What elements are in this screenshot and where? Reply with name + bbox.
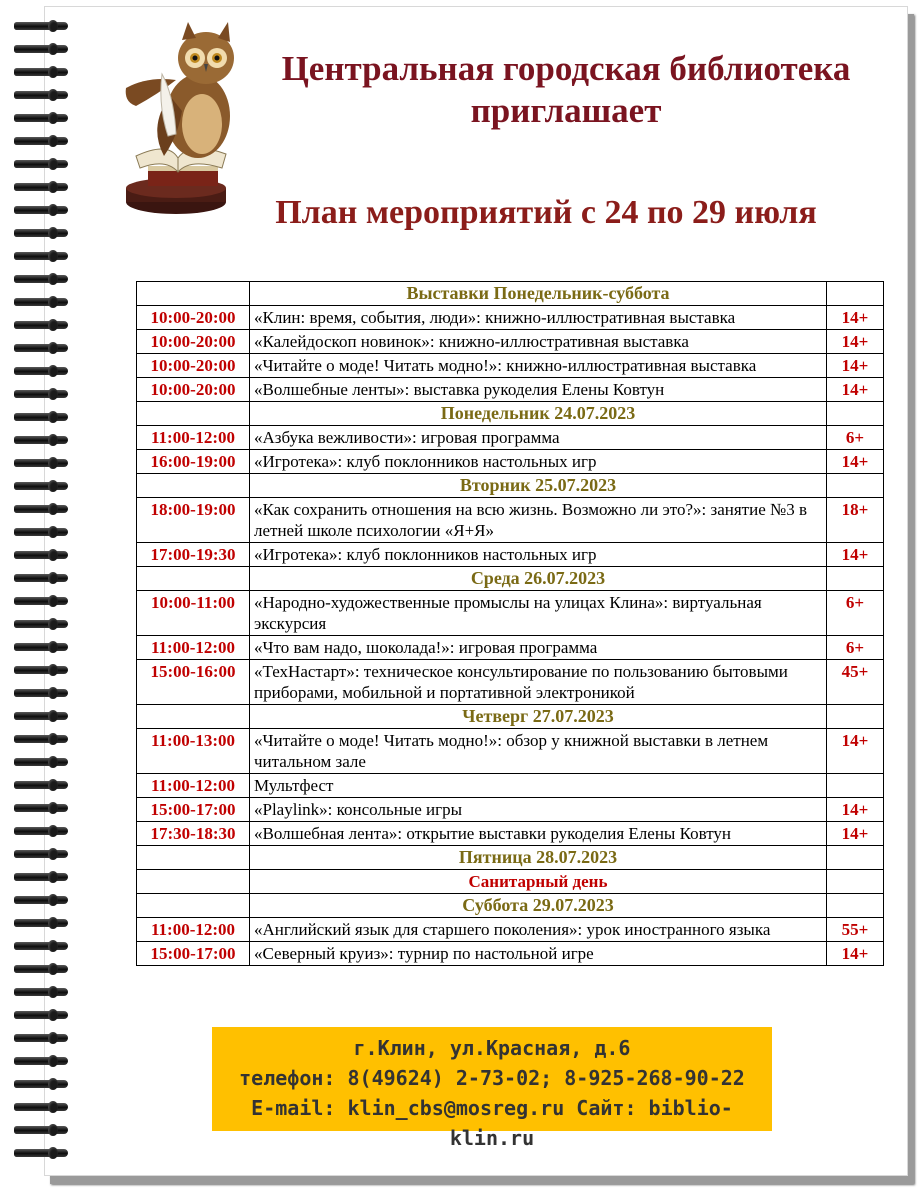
empty-cell xyxy=(137,402,250,426)
day-heading: Суббота 29.07.2023 xyxy=(250,894,827,918)
empty-cell xyxy=(827,474,884,498)
spiral-coil xyxy=(14,871,68,884)
spiral-coil xyxy=(14,20,68,33)
day-note-row xyxy=(137,870,884,894)
event-time: 11:00-13:00 xyxy=(137,729,250,774)
spiral-coil xyxy=(14,43,68,56)
event-age-rating: 45+ xyxy=(827,660,884,705)
spiral-coil xyxy=(14,664,68,677)
spiral-coil xyxy=(14,986,68,999)
spiral-coil xyxy=(14,296,68,309)
library-title xyxy=(236,48,896,132)
spiral-coil xyxy=(14,641,68,654)
schedule-row xyxy=(137,729,884,774)
empty-cell xyxy=(137,474,250,498)
event-description: «Калейдоскоп новинок»: книжно-иллюстративная выставка xyxy=(250,330,827,354)
empty-cell xyxy=(827,282,884,306)
empty-cell xyxy=(827,567,884,591)
spiral-coil xyxy=(14,434,68,447)
event-time: 11:00-12:00 xyxy=(137,918,250,942)
event-description: «Игротека»: клуб поклонников настольных игр xyxy=(250,450,827,474)
empty-cell xyxy=(827,870,884,894)
spiral-coil xyxy=(14,848,68,861)
schedule-row xyxy=(137,636,884,660)
event-description: «Playlink»: консольные игры xyxy=(250,798,827,822)
day-note: Санитарный день xyxy=(250,870,827,894)
empty-cell xyxy=(137,870,250,894)
spiral-coil xyxy=(14,1032,68,1045)
empty-cell xyxy=(137,282,250,306)
empty-cell xyxy=(827,705,884,729)
day-heading: Среда 26.07.2023 xyxy=(250,567,827,591)
schedule-row xyxy=(137,354,884,378)
spiral-coil xyxy=(14,963,68,976)
empty-cell xyxy=(827,846,884,870)
schedule-row xyxy=(137,591,884,636)
empty-cell xyxy=(137,894,250,918)
spiral-coil xyxy=(14,158,68,171)
title-line-2: приглашает xyxy=(470,91,662,130)
event-age-rating: 14+ xyxy=(827,729,884,774)
contact-address: г.Клин, ул.Красная, д.6 xyxy=(353,1036,631,1060)
event-time: 15:00-16:00 xyxy=(137,660,250,705)
spiral-coil xyxy=(14,388,68,401)
schedule-row xyxy=(137,450,884,474)
event-description: «Народно-художественные промыслы на улицах Клина»: виртуальная экскурсия xyxy=(250,591,827,636)
spiral-coil xyxy=(14,480,68,493)
event-time: 11:00-12:00 xyxy=(137,426,250,450)
event-description: «Английский язык для старшего поколения»: урок иностранного языка xyxy=(250,918,827,942)
event-age-rating xyxy=(827,774,884,798)
title-line-1: Центральная городская библиотека xyxy=(281,49,851,88)
day-heading: Четверг 27.07.2023 xyxy=(250,705,827,729)
event-age-rating: 14+ xyxy=(827,306,884,330)
schedule-row xyxy=(137,798,884,822)
event-description: «ТехНастарт»: техническое консультирование по пользованию бытовыми приборами, мобильной и портативной электроникой xyxy=(250,660,827,705)
spiral-coil xyxy=(14,181,68,194)
spiral-coil xyxy=(14,572,68,585)
spiral-coil xyxy=(14,1147,68,1160)
day-heading-row xyxy=(137,894,884,918)
spiral-coil xyxy=(14,549,68,562)
empty-cell xyxy=(137,846,250,870)
day-heading-row xyxy=(137,474,884,498)
spiral-coil xyxy=(14,342,68,355)
event-description: Мультфест xyxy=(250,774,827,798)
event-description: «Волшебная лента»: открытие выставки рукоделия Елены Ковтун xyxy=(250,822,827,846)
spiral-coil xyxy=(14,756,68,769)
event-description: «Что вам надо, шоколада!»: игровая программа xyxy=(250,636,827,660)
spiral-coil xyxy=(14,250,68,263)
day-heading-row xyxy=(137,705,884,729)
day-heading-row xyxy=(137,846,884,870)
event-age-rating: 6+ xyxy=(827,636,884,660)
empty-cell xyxy=(827,894,884,918)
spiral-coil xyxy=(14,365,68,378)
spiral-coil xyxy=(14,894,68,907)
schedule-row xyxy=(137,306,884,330)
spiral-coil xyxy=(14,204,68,217)
schedule-row xyxy=(137,660,884,705)
spiral-coil xyxy=(14,112,68,125)
plan-title: План мероприятий с 24 по 29 июля xyxy=(275,194,817,231)
spiral-coil xyxy=(14,802,68,815)
empty-cell xyxy=(827,402,884,426)
contact-phone: телефон: 8(49624) 2-73-02; 8-925-268-90-22 xyxy=(239,1066,745,1090)
event-description: «Клин: время, события, люди»: книжно-иллюстративная выставка xyxy=(250,306,827,330)
event-description: «Игротека»: клуб поклонников настольных игр xyxy=(250,543,827,567)
spiral-coil xyxy=(14,411,68,424)
spiral-coil xyxy=(14,595,68,608)
event-description: «Как сохранить отношения на всю жизнь. Возможно ли это?»: занятие №3 в летней школе психологии «Я+Я» xyxy=(250,498,827,543)
spiral-coil xyxy=(14,526,68,539)
empty-cell xyxy=(137,705,250,729)
day-heading: Пятница 28.07.2023 xyxy=(250,846,827,870)
event-age-rating: 6+ xyxy=(827,591,884,636)
event-description: «Волшебные ленты»: выставка рукоделия Елены Ковтун xyxy=(250,378,827,402)
spiral-coil xyxy=(14,917,68,930)
event-age-rating: 14+ xyxy=(827,822,884,846)
schedule-row xyxy=(137,822,884,846)
event-time: 17:30-18:30 xyxy=(137,822,250,846)
event-age-rating: 14+ xyxy=(827,942,884,966)
event-age-rating: 14+ xyxy=(827,354,884,378)
spiral-coil xyxy=(14,618,68,631)
event-time: 15:00-17:00 xyxy=(137,942,250,966)
spiral-coil xyxy=(14,273,68,286)
spiral-coil xyxy=(14,1009,68,1022)
event-age-rating: 14+ xyxy=(827,798,884,822)
event-age-rating: 14+ xyxy=(827,378,884,402)
schedule-row xyxy=(137,918,884,942)
schedule-row xyxy=(137,942,884,966)
schedule-row xyxy=(137,774,884,798)
spiral-coil xyxy=(14,319,68,332)
spiral-coil xyxy=(14,687,68,700)
spiral-binding xyxy=(0,20,70,1180)
spiral-coil xyxy=(14,66,68,79)
schedule-row xyxy=(137,498,884,543)
spiral-coil xyxy=(14,710,68,723)
day-heading-row xyxy=(137,402,884,426)
event-age-rating: 55+ xyxy=(827,918,884,942)
day-heading-row xyxy=(137,282,884,306)
event-time: 16:00-19:00 xyxy=(137,450,250,474)
event-description: «Читайте о моде! Читать модно!»: обзор у книжной выставки в летнем читальном зале xyxy=(250,729,827,774)
event-time: 10:00-20:00 xyxy=(137,330,250,354)
event-age-rating: 14+ xyxy=(827,543,884,567)
schedule-row xyxy=(137,543,884,567)
event-time: 10:00-20:00 xyxy=(137,378,250,402)
event-description: «Азбука вежливости»: игровая программа xyxy=(250,426,827,450)
spiral-coil xyxy=(14,227,68,240)
event-age-rating: 14+ xyxy=(827,330,884,354)
event-age-rating: 6+ xyxy=(827,426,884,450)
schedule-table xyxy=(136,281,884,966)
day-heading: Выставки Понедельник-суббота xyxy=(250,282,827,306)
day-heading-row xyxy=(137,567,884,591)
spiral-coil xyxy=(14,733,68,746)
schedule-row xyxy=(137,330,884,354)
event-time: 18:00-19:00 xyxy=(137,498,250,543)
schedule-row xyxy=(137,378,884,402)
spiral-coil xyxy=(14,457,68,470)
event-time: 11:00-12:00 xyxy=(137,774,250,798)
event-description: «Читайте о моде! Читать модно!»: книжно-иллюстративная выставка xyxy=(250,354,827,378)
empty-cell xyxy=(137,567,250,591)
owl-figurine-icon xyxy=(118,16,238,216)
spiral-coil xyxy=(14,1055,68,1068)
spiral-coil xyxy=(14,940,68,953)
day-heading: Понедельник 24.07.2023 xyxy=(250,402,827,426)
spiral-coil xyxy=(14,89,68,102)
event-time: 11:00-12:00 xyxy=(137,636,250,660)
event-description: «Северный круиз»: турнир по настольной игре xyxy=(250,942,827,966)
event-age-rating: 14+ xyxy=(827,450,884,474)
event-time: 15:00-17:00 xyxy=(137,798,250,822)
event-time: 10:00-20:00 xyxy=(137,354,250,378)
spiral-coil xyxy=(14,135,68,148)
spiral-coil xyxy=(14,1101,68,1114)
event-time: 10:00-20:00 xyxy=(137,306,250,330)
spiral-coil xyxy=(14,779,68,792)
day-heading: Вторник 25.07.2023 xyxy=(250,474,827,498)
schedule-row xyxy=(137,426,884,450)
spiral-coil xyxy=(14,503,68,516)
spiral-coil xyxy=(14,1124,68,1137)
spiral-coil xyxy=(14,1078,68,1091)
spiral-coil xyxy=(14,825,68,838)
event-age-rating: 18+ xyxy=(827,498,884,543)
contact-email-site: E-mail: klin_cbs@mosreg.ru Сайт: biblio-klin.ru xyxy=(251,1096,733,1150)
event-time: 17:00-19:30 xyxy=(137,543,250,567)
event-time: 10:00-11:00 xyxy=(137,591,250,636)
contact-box xyxy=(212,1027,772,1150)
